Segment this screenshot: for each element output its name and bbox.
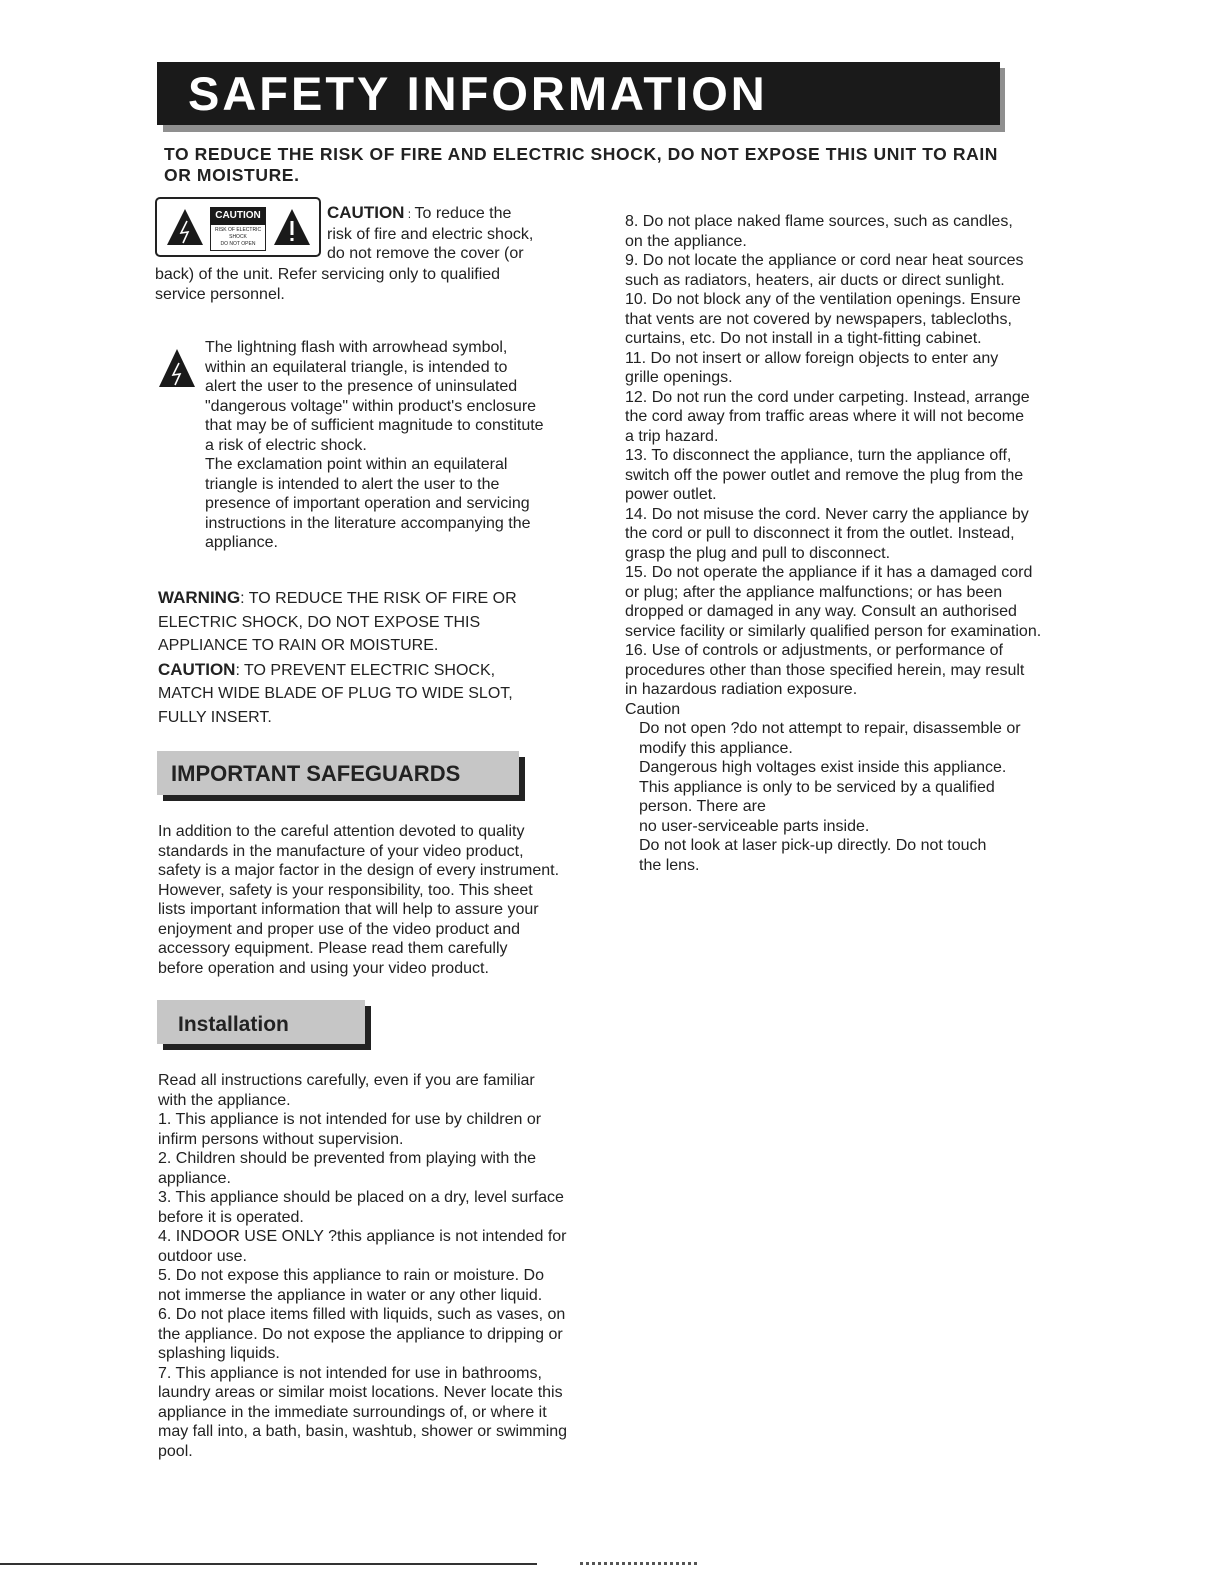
- caution-intro-line: do not remove the cover (or: [327, 245, 524, 262]
- lightning-symbol-icon: [157, 347, 197, 389]
- symbol-line: within an equilateral triangle, is intended to: [205, 358, 508, 376]
- right-line: switch off the power outlet and remove the plug from the: [625, 466, 1024, 484]
- installation-line: 2. Children should be prevented from playing with the: [158, 1150, 536, 1167]
- symbol-line: The lightning flash with arrowhead symbol,: [205, 339, 508, 356]
- symbol-line: "dangerous voltage" within product's enclosure: [205, 397, 537, 415]
- symbol-line: instructions in the literature accompanying the: [205, 514, 531, 532]
- caution-line: This appliance is only to be serviced by a qualified: [639, 778, 995, 796]
- page-title: SAFETY INFORMATION: [188, 67, 768, 120]
- bottom-rule: [0, 1563, 537, 1565]
- right-line: service facility or similarly qualified person for examination.: [625, 622, 1042, 640]
- installation-line: the appliance. Do not expose the appliance to dripping or: [158, 1325, 563, 1343]
- installation-line: pool.: [158, 1442, 193, 1460]
- installation-line: 1. This appliance is not intended for use by children or: [158, 1111, 542, 1128]
- installation-line: Read all instructions carefully, even if you are familiar: [158, 1072, 535, 1089]
- symbol-line: triangle is intended to alert the user to the: [205, 475, 500, 493]
- caution-line: Do not look at laser pick-up directly. Do not touch: [639, 837, 987, 854]
- caution-line: no user-serviceable parts inside.: [639, 817, 870, 835]
- safeguards-line: accessory equipment. Please read them carefully: [158, 940, 508, 957]
- installation-line: 7. This appliance is not intended for use in bathrooms,: [158, 1364, 542, 1382]
- right-line: 13. To disconnect the appliance, turn the appliance off,: [625, 447, 1012, 464]
- caution-label-subtitle: [210, 225, 266, 251]
- right-line: dropped or damaged in any way. Consult an authorised: [625, 603, 1017, 620]
- right-line: 16. Use of controls or adjustments, or performance of: [625, 642, 1003, 659]
- installation-line: laundry areas or similar moist locations. Never locate this: [158, 1384, 563, 1401]
- right-line: curtains, etc. Do not install in a tight-fitting cabinet.: [625, 330, 982, 347]
- plug-caution-line: FULLY INSERT.: [158, 708, 272, 726]
- safeguards-text: [158, 822, 598, 978]
- right-line: power outlet.: [625, 486, 717, 503]
- right-line: such as radiators, heaters, air ducts or direct sunlight.: [625, 271, 1005, 289]
- installation-line: appliance.: [158, 1169, 231, 1187]
- symbol-line: that may be of sufficient magnitude to constitute: [205, 417, 544, 434]
- safeguards-line: lists important information that will help to assure your: [158, 901, 539, 918]
- installation-line: 6. Do not place items filled with liquids, such as vases, on: [158, 1306, 566, 1323]
- caution-intro-full: [155, 265, 585, 304]
- right-line: 11. Do not insert or allow foreign objects to enter any: [625, 349, 999, 367]
- right-line: the cord or pull to disconnect it from the outlet. Instead,: [625, 525, 1015, 542]
- right-line: procedures other than those specified herein, may result: [625, 661, 1025, 679]
- caution-line: modify this appliance.: [639, 739, 793, 757]
- installation-text: [158, 1071, 608, 1461]
- safeguards-line: before operation and using your video product.: [158, 959, 489, 977]
- right-line: that vents are not covered by newspapers, tablecloths,: [625, 310, 1012, 328]
- caution-intro-line: To reduce the: [414, 205, 512, 222]
- warning-line: ELECTRIC SHOCK, DO NOT EXPOSE THIS: [158, 613, 481, 631]
- caution-label-sub1: RISK OF ELECTRIC SHOCK: [214, 227, 262, 240]
- symbol-line: alert the user to the presence of uninsulated: [205, 378, 518, 395]
- installation-line: may fall into, a bath, basin, washtub, shower or swimming: [158, 1423, 568, 1440]
- installation-line: appliance in the immediate surroundings of, or where it: [158, 1403, 547, 1421]
- symbol-line: The exclamation point within an equilateral: [205, 456, 508, 473]
- safeguards-line: safety is a major factor in the design of every instrument.: [158, 862, 560, 879]
- right-line: 8. Do not place naked flame sources, such as candles,: [625, 213, 1013, 230]
- right-line: a trip hazard.: [625, 427, 719, 445]
- right-column: [625, 212, 1085, 875]
- right-line: 15. Do not operate the appliance if it has a damaged cord: [625, 564, 1033, 581]
- bottom-marks: [580, 1562, 700, 1565]
- installation-line: outdoor use.: [158, 1247, 247, 1265]
- plug-caution-label: CAUTION: [158, 659, 236, 679]
- caution-intro-line: back) of the unit. Refer servicing only to qualified: [155, 266, 501, 283]
- caution-label-box: [210, 207, 266, 245]
- caution-intro-line: service personnel.: [155, 285, 285, 303]
- installation-line: 5. Do not expose this appliance to rain or moisture. Do: [158, 1267, 544, 1284]
- right-line: 9. Do not locate the appliance or cord near heat sources: [625, 252, 1024, 269]
- safeguards-title: IMPORTANT SAFEGUARDS: [171, 761, 461, 786]
- installation-line: not immerse the appliance in water or any other liquid.: [158, 1286, 543, 1304]
- right-line: in hazardous radiation exposure.: [625, 681, 858, 698]
- right-line: 14. Do not misuse the cord. Never carry the appliance by: [625, 505, 1029, 523]
- plug-caution-line: MATCH WIDE BLADE OF PLUG TO WIDE SLOT,: [158, 685, 513, 702]
- installation-line: 4. INDOOR USE ONLY ?this appliance is not intended for: [158, 1228, 567, 1245]
- caution-line: person. There are: [639, 798, 766, 815]
- warning-line: : TO REDUCE THE RISK OF FIRE OR: [240, 590, 517, 607]
- caution-intro-label: CAUTION: [327, 203, 405, 222]
- warning-block: [158, 586, 578, 729]
- plug-caution-line: : TO PREVENT ELECTRIC SHOCK,: [235, 661, 496, 679]
- exclamation-warning-icon: [272, 207, 312, 247]
- caution-heading: Caution: [625, 700, 681, 718]
- installation-line: before it is operated.: [158, 1208, 304, 1226]
- caution-line: the lens.: [639, 856, 700, 874]
- right-line: the cord away from traffic areas where it will not become: [625, 408, 1024, 425]
- safeguards-line: In addition to the careful attention devoted to quality: [158, 823, 525, 840]
- installation-line: 3. This appliance should be placed on a dry, level surface: [158, 1189, 564, 1206]
- caution-intro-line: risk of fire and electric shock,: [327, 225, 534, 243]
- caution-label: [155, 197, 321, 257]
- right-line: grasp the plug and pull to disconnect.: [625, 544, 891, 562]
- installation-line: infirm persons without supervision.: [158, 1130, 404, 1148]
- right-line: 10. Do not block any of the ventilation openings. Ensure: [625, 291, 1021, 308]
- installation-title: Installation: [178, 1013, 289, 1036]
- symbol-line: presence of important operation and servicing: [205, 495, 530, 512]
- right-line: grille openings.: [625, 369, 733, 386]
- symbol-line: appliance.: [205, 534, 278, 551]
- caution-line: Dangerous high voltages exist inside this appliance.: [639, 759, 1007, 776]
- warning-line: APPLIANCE TO RAIN OR MOISTURE.: [158, 637, 439, 654]
- caution-label-title: CAUTION: [210, 207, 266, 225]
- safeguards-line: standards in the manufacture of your video product,: [158, 842, 524, 860]
- symbol-line: a risk of electric shock.: [205, 436, 367, 454]
- caution-line: Do not open ?do not attempt to repair, disassemble or: [639, 720, 1021, 737]
- installation-line: with the appliance.: [158, 1091, 291, 1109]
- safeguards-line: However, safety is your responsibility, too. This sheet: [158, 881, 533, 899]
- top-warning: TO REDUCE THE RISK OF FIRE AND ELECTRIC SHOCK, DO NOT EXPOSE THIS UNIT TO RAIN OR MOISTURE.: [164, 144, 999, 185]
- caution-intro-right: [327, 203, 567, 264]
- right-line: or plug; after the appliance malfunctions; or has been: [625, 583, 1003, 601]
- installation-line: splashing liquids.: [158, 1345, 280, 1362]
- caution-label-sub2: DO NOT OPEN: [220, 241, 256, 247]
- lightning-warning-icon: [165, 207, 205, 247]
- caution-intro-colon: :: [404, 207, 415, 221]
- right-line: on the appliance.: [625, 232, 747, 250]
- symbol-explanation: [205, 338, 585, 553]
- right-line: 12. Do not run the cord under carpeting. Instead, arrange: [625, 388, 1030, 406]
- warning-label: WARNING: [158, 588, 241, 607]
- safeguards-line: enjoyment and proper use of the video product and: [158, 920, 521, 938]
